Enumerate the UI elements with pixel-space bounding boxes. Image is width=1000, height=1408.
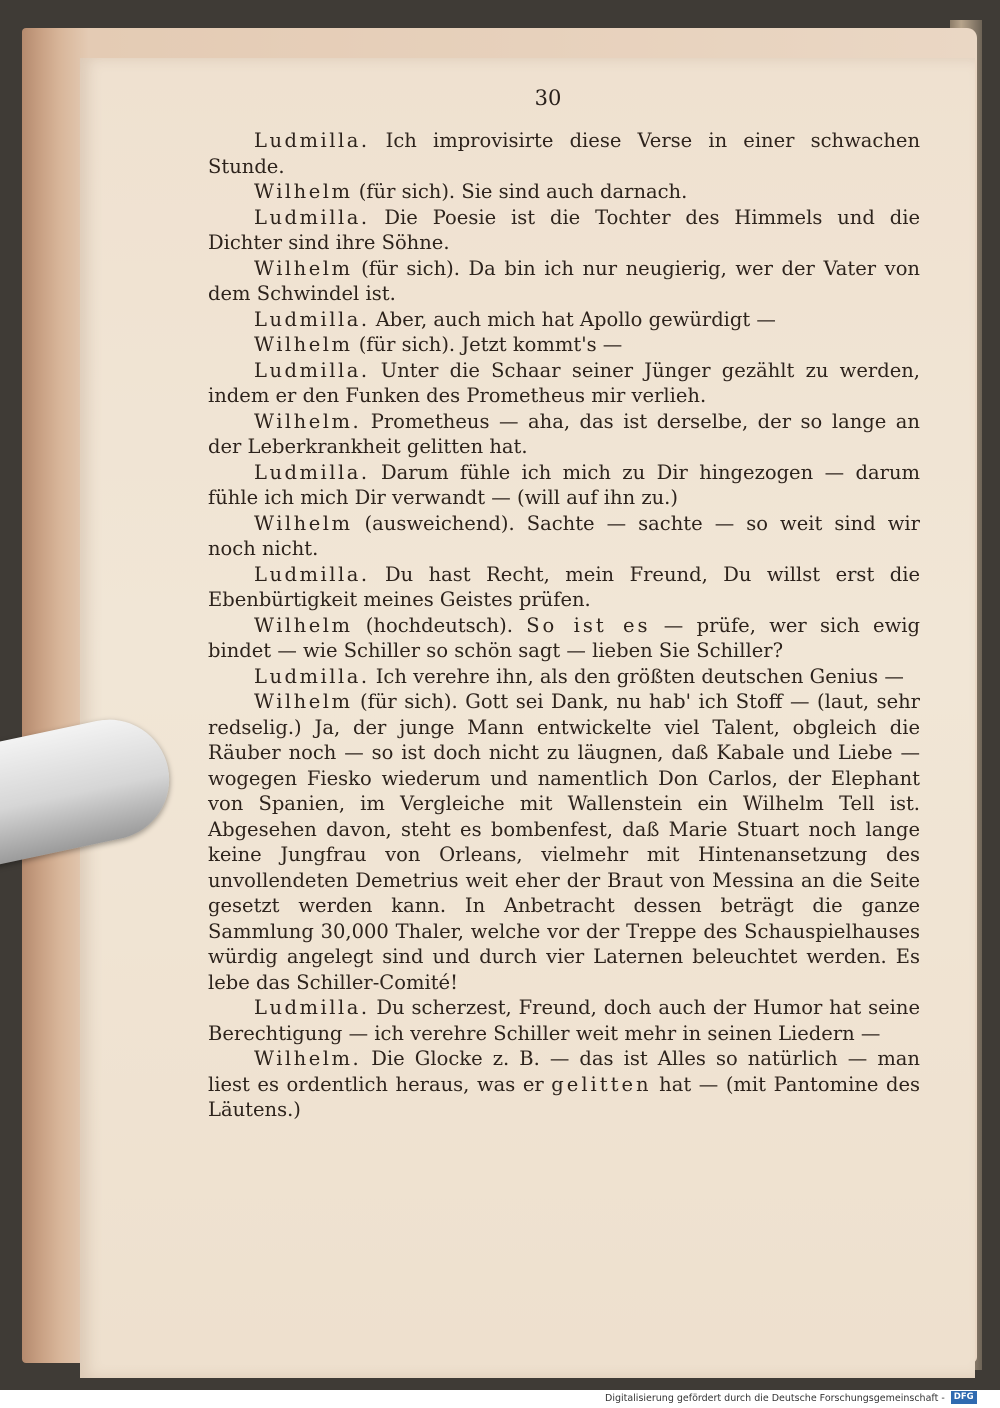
paragraph [208, 307, 920, 333]
dialogue-text: (für sich). Gott sei Dank, nu hab' ich Stoff — (laut, sehr redselig.) Ja, der junge Mann entwickelte viel Talent, obgleich die Räuber noch — so ist doch nicht zu läugnen, daß Kabale und Liebe — wogegen Fiesko wiederum und namentlich Don Carlos, der Elephant von Spanien, im Vergleiche mit Wallenstein ein Wilhelm Tell ist. Abgesehen davon, steht es bombenfest, daß Marie Stuart noch lange keine Jungfrau von Orleans, vielmehr mit Hintenansetzung des unvollendeten Demetrius weit eher der Braut von Messina an die Seite gesetzt werden kann. In Anbetracht dessen beträgt die ganze Sammlung 30,000 Thaler, welche vor der Treppe des Schauspielhauses würdig angelegt sind und durch vier Laternen beleuchtet werden. Es lebe das Schiller-Comité! [208, 690, 920, 994]
paragraph [208, 995, 920, 1046]
paragraph [208, 460, 920, 511]
speaker-name: Ludmilla. [254, 562, 370, 586]
speaker-name: Ludmilla. [254, 358, 370, 382]
speaker-name: Wilhelm. [254, 409, 362, 433]
paragraph [208, 205, 920, 256]
paragraph [208, 689, 920, 995]
footer-credit: Digitalisierung gefördert durch die Deutsche Forschungsgemeinschaft - [605, 1393, 945, 1404]
dialogue-text: Die Poesie ist die Tochter des Himmels und die Dichter sind ihre Söhne. [208, 205, 920, 254]
speaker-name: Ludmilla. [254, 129, 370, 152]
speaker-name: Ludmilla. [254, 664, 370, 688]
paragraph [208, 179, 920, 205]
dialogue-text: (hochdeutsch). [352, 613, 527, 637]
speaker-name: Wilhelm [254, 180, 353, 203]
paragraph [208, 562, 920, 613]
paragraph [208, 128, 920, 179]
dialogue-text: (ausweichend). Sachte — sachte — so weit sind wir noch nicht. [208, 511, 920, 560]
speaker-name: Wilhelm [254, 613, 353, 637]
speaker-name: Ludmilla. [254, 460, 370, 484]
dialogue-text: hat — (mit Pantomine des Läutens.) [208, 1072, 921, 1121]
page-number: 30 [534, 86, 562, 110]
dialogue-text: Die Glocke z. B. — das ist Alles so natürlich — man liest es ordentlich heraus, was er [208, 1047, 920, 1096]
dialogue-text: — prüfe, wer sich ewig bindet — wie Schiller so schön sagt — lieben Sie Schiller? [208, 613, 920, 662]
speaker-name: Wilhelm [254, 690, 353, 713]
speaker-name: Wilhelm [254, 511, 353, 535]
dialogue-text: Prometheus — aha, das ist derselbe, der so lange an der Leberkrankheit gelitten hat. [208, 409, 920, 458]
dialogue-text: Unter die Schaar seiner Jünger gezählt zu werden, indem er den Funken des Prometheus mir verlieh. [208, 358, 920, 407]
dialogue-text: Du scherzest, Freund, doch auch der Humor hat seine Berechtigung — ich verehre Schiller weit mehr in seinen Liedern — [208, 996, 920, 1045]
paragraph [208, 613, 920, 664]
paragraph [208, 358, 920, 409]
dialogue-text: (für sich). Da bin ich nur neugierig, wer der Vater von dem Schwindel ist. [208, 256, 920, 305]
dialogue-text: (für sich). Jetzt kommt's — [352, 333, 623, 356]
paragraph [208, 332, 920, 358]
dialogue-text: Ich improvisirte diese Verse in einer schwachen Stunde. [208, 129, 920, 178]
dialogue-text: Aber, auch mich hat Apollo gewürdigt — [369, 307, 776, 331]
speaker-name: Wilhelm [254, 256, 353, 280]
dialogue-text: (für sich). Sie sind auch darnach. [352, 180, 688, 203]
emphasized-text: gelitten [551, 1072, 652, 1096]
paragraph [208, 256, 920, 307]
dialogue-text: Darum fühle ich mich zu Dir hingezogen — darum fühle ich mich Dir verwandt — (will auf ihn zu.) [208, 460, 920, 509]
dfg-logo-icon: DFG [951, 1391, 977, 1404]
speaker-name: Wilhelm. [254, 1047, 362, 1070]
paragraph [208, 511, 920, 562]
speaker-name: Ludmilla. [254, 307, 370, 331]
paragraph [208, 664, 920, 690]
speaker-name: Ludmilla. [254, 996, 370, 1019]
paragraph [208, 1046, 920, 1123]
footer [605, 1390, 1000, 1408]
speaker-name: Ludmilla. [254, 205, 370, 229]
speaker-name: Wilhelm [254, 333, 353, 356]
paragraph [208, 409, 920, 460]
emphasized-text: So ist es [526, 613, 651, 637]
dialogue-text: Ich verehre ihn, als den größten deutschen Genius — [369, 664, 904, 688]
page-body [208, 128, 920, 1123]
dialogue-text: Du hast Recht, mein Freund, Du willst erst die Ebenbürtigkeit meines Geistes prüfen. [208, 562, 920, 611]
